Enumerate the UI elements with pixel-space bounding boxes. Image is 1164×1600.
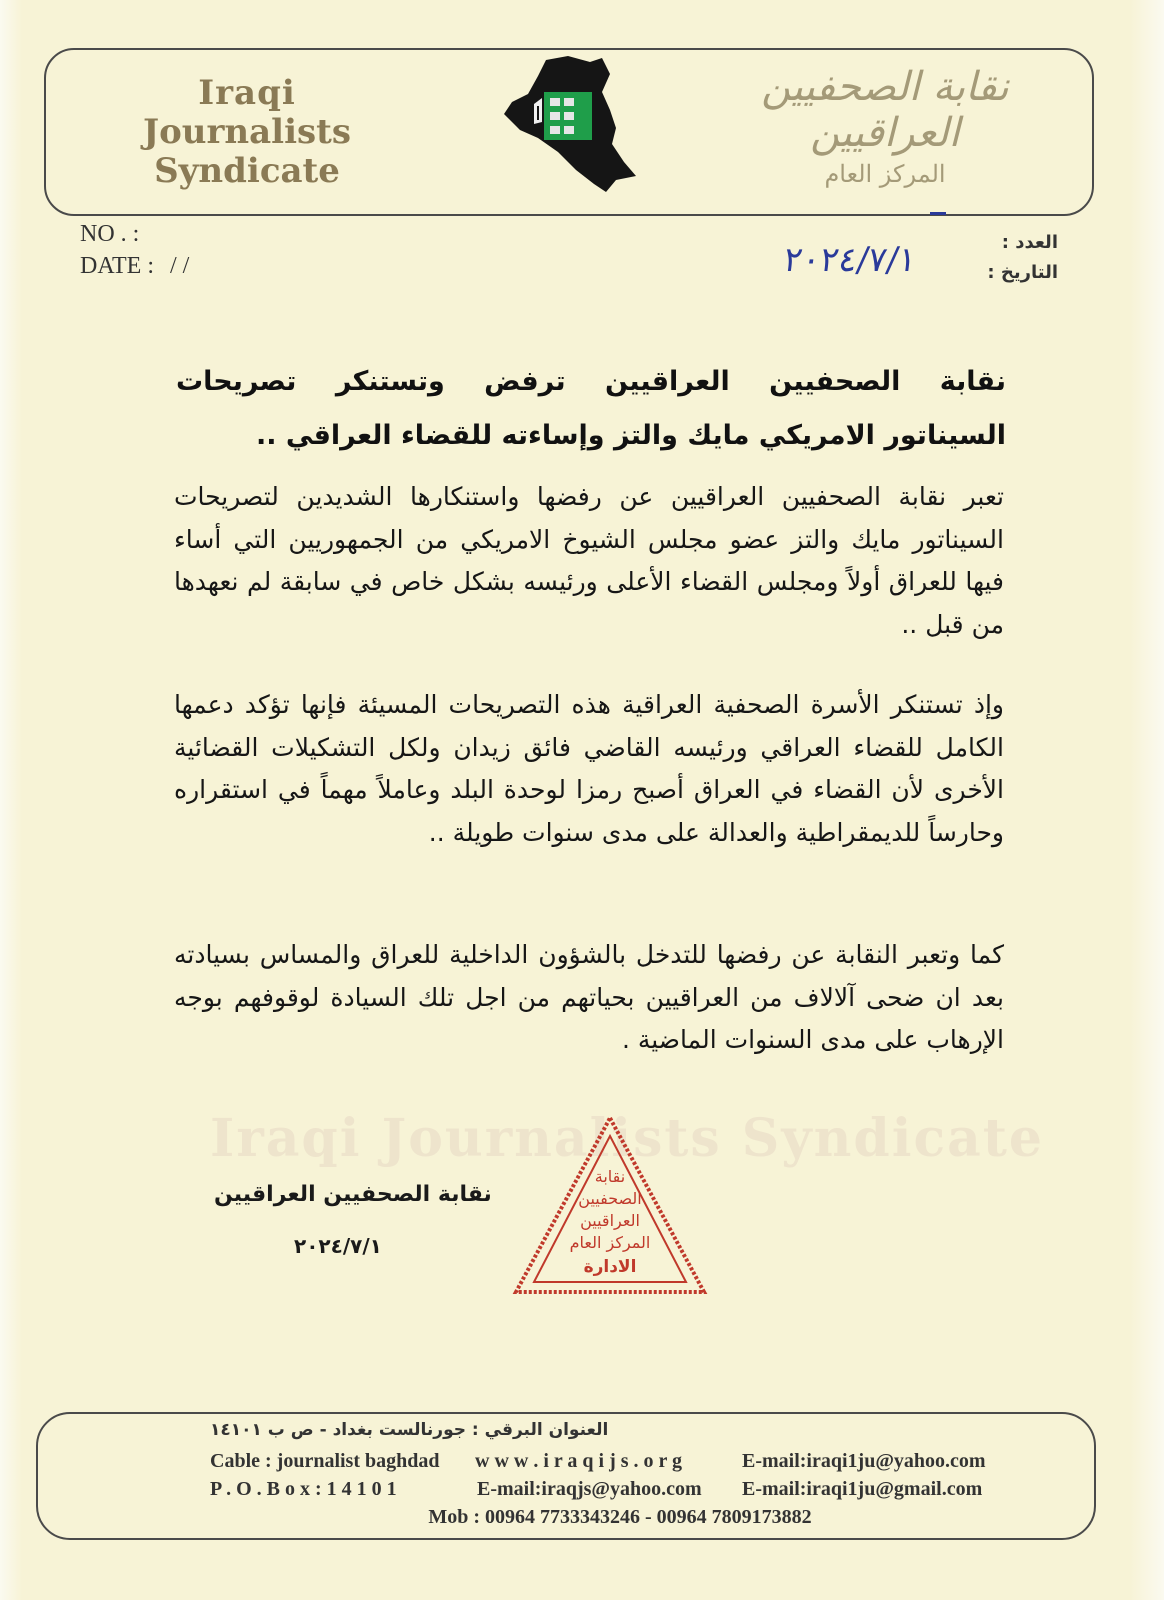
- footer-cable: Cable : journalist baghdad: [210, 1450, 440, 1472]
- signature-name: نقابة الصحفيين العراقيين: [214, 1182, 492, 1207]
- triangular-seal-stamp-icon: [510, 1112, 710, 1302]
- letterhead-english-name: [72, 74, 422, 191]
- letter-paragraph-3: كما وتعبر النقابة عن رفضها للتدخل بالشؤون الداخلية للعراق والمساس بسيادته بعد ان ضحى آلالاف من العراقيين بحياتهم من اجل تلك السيادة لوقوفهم بوجه الإرهاب على مدى السنوات الماضية .: [174, 940, 1004, 1054]
- iraq-map-logo-icon: [498, 52, 648, 200]
- date-label: DATE :: [80, 253, 154, 279]
- letter-paragraph-2: وإذ تستنكر الأسرة الصحفية العراقية هذه التصريحات المسيئة فإنها تؤكد دعمها الكامل للقضاء العراقي ورئيسه القاضي فائق زيدان ولكل التشكيلات القضائية الأخرى لأن القضاء في العراق أصبح رمزا لوحدة البلد وعاملاً مهماً في استقراره وحارساً للديمقراطية والعدالة على مدى سنوات طويلة ..: [174, 690, 1004, 847]
- signature-date: ٢٠٢٤/٧/١: [294, 1234, 382, 1258]
- no-label: NO . :: [80, 221, 140, 247]
- footer-pobox: P . O . B o x : 1 4 1 0 1: [210, 1478, 397, 1500]
- ar-date-label: التاريخ :: [987, 262, 1058, 283]
- handwritten-number-dash: [930, 212, 946, 215]
- english-name-line2: Journalists Syndicate: [143, 112, 351, 192]
- letter-title-line2: السيناتور الامريكي مايك والتز وإساءته للقضاء العراقي ..: [256, 420, 1006, 451]
- date-blank: / /: [170, 253, 190, 279]
- watermark-text: Iraqi Journalists Syndicate: [210, 1108, 1044, 1169]
- stamp-line3: العراقيين: [580, 1211, 640, 1230]
- footer-mobile: Mob : 00964 7733343246 - 00964 7809173882: [428, 1506, 812, 1528]
- footer-arabic-address: العنوان البرقي : جورنالست بغداد - ص ب ١٤١٠١: [210, 1420, 609, 1440]
- arabic-name-line2: المركز العام: [824, 160, 946, 188]
- reference-fields-en: [80, 218, 189, 282]
- letter-title-line1: نقابة الصحفيين العراقيين ترفض وتستنكر تصريحات: [176, 366, 1006, 397]
- handwritten-date: ٢٠٢٤/٧/١: [781, 240, 920, 280]
- stamp-line4: المركز العام: [569, 1233, 651, 1252]
- arabic-name-line1: نقابة الصحفيين العراقيين: [761, 64, 1009, 156]
- footer-email-2[interactable]: E-mail:iraqjs@yahoo.com: [477, 1478, 702, 1500]
- stamp-line1: نقابة: [594, 1167, 626, 1186]
- stamp-line5: الادارة: [583, 1257, 637, 1277]
- footer-email-1[interactable]: E-mail:iraqi1ju@yahoo.com: [742, 1450, 986, 1472]
- letter-paragraph-1: تعبر نقابة الصحفيين العراقيين عن رفضها واستنكارها الشديدين لتصريحات السيناتور مايك والتز عضو مجلس الشيوخ الامريكي من الجمهوريين التي أساء فيها للعراق أولاً ومجلس القضاء الأعلى ورئيسه بشكل خاص في سابقة لم نعهدها من قبل ..: [174, 482, 1004, 639]
- footer-line-1: [210, 1450, 1030, 1473]
- footer-line-2: [210, 1478, 1030, 1501]
- letterhead-arabic-name: [700, 64, 1070, 188]
- footer-website[interactable]: w w w . i r a q i j s . o r g: [475, 1450, 683, 1472]
- footer-email-3[interactable]: E-mail:iraqi1ju@gmail.com: [742, 1478, 983, 1500]
- stamp-line2: الصحفيين: [578, 1189, 642, 1208]
- reference-fields-ar: [987, 228, 1058, 288]
- english-name-line1: Iraqi: [198, 73, 296, 113]
- ar-number-label: العدد :: [1001, 232, 1058, 253]
